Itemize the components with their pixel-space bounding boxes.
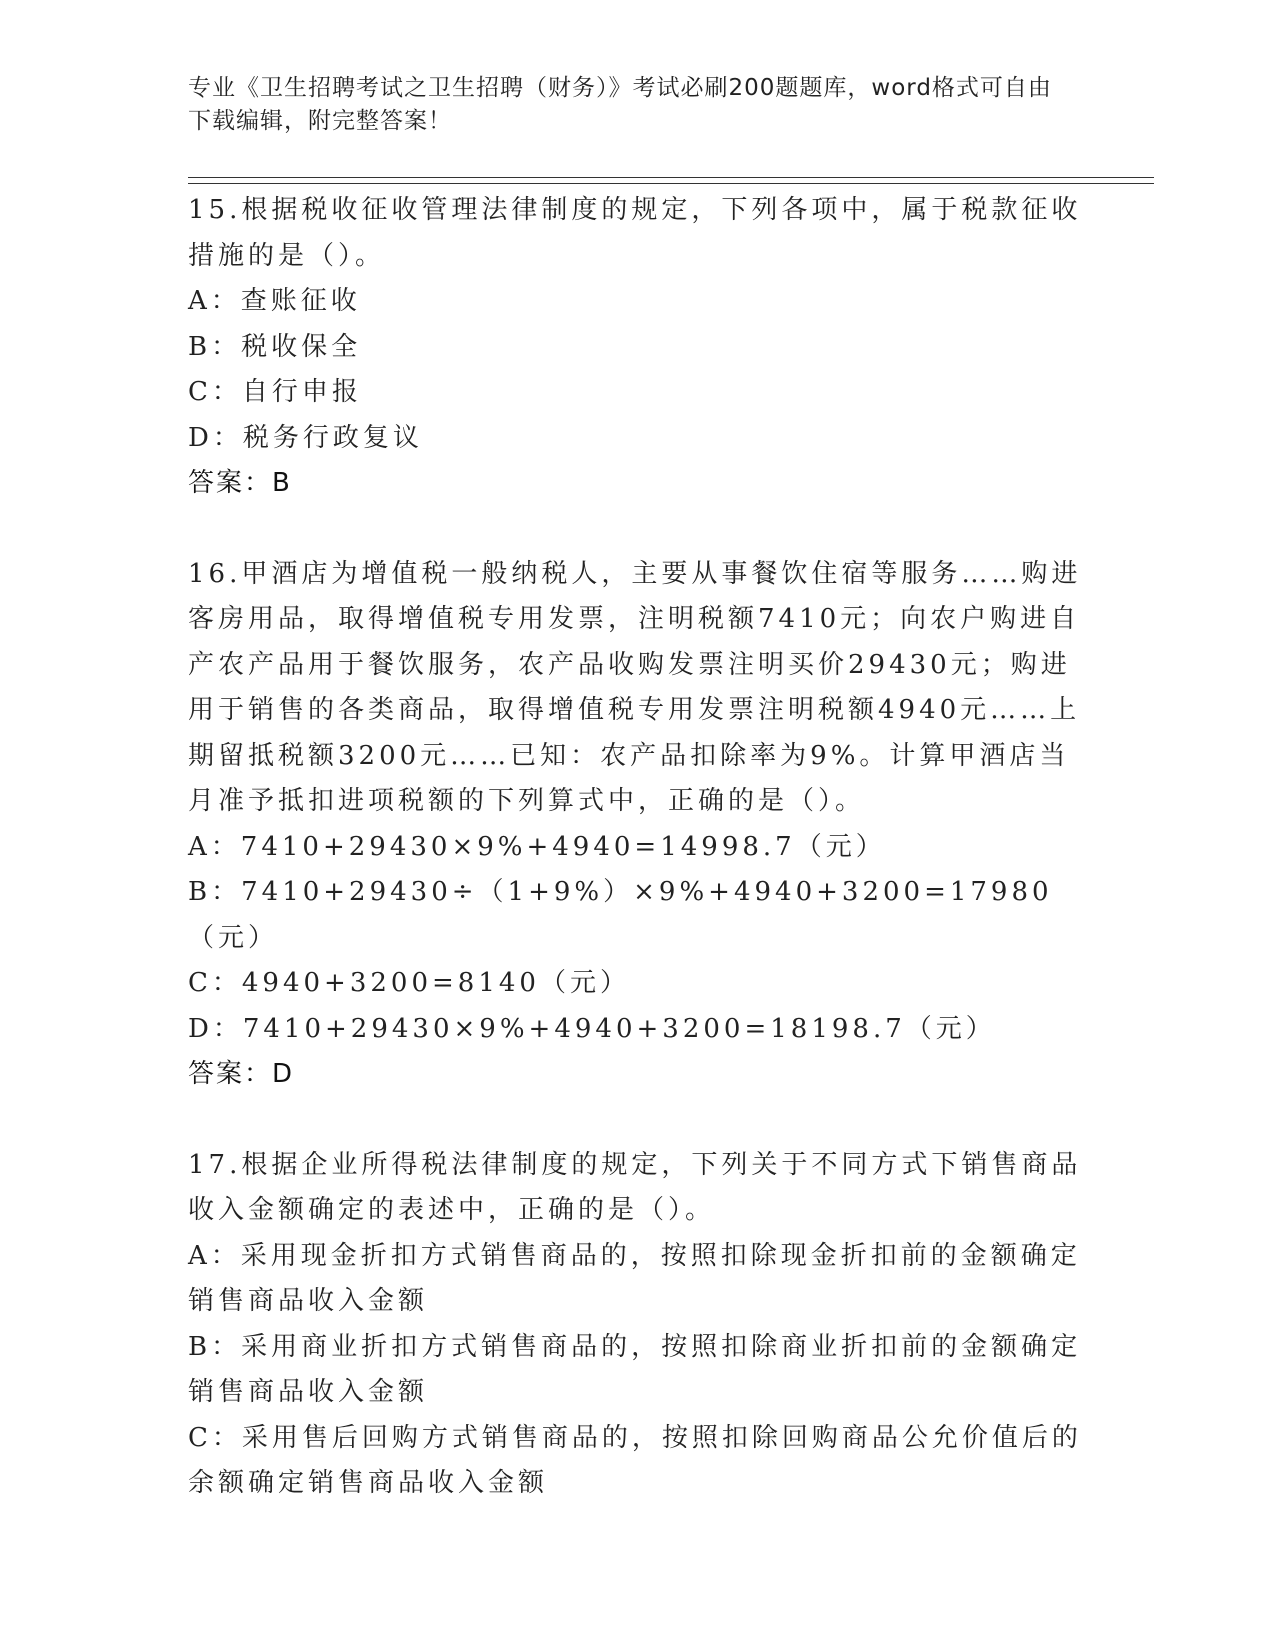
document-header: 专业《卫生招聘考试之卫生招聘（财务）》考试必刷200题题库，word格式可自由下载编辑，附完整答案！	[188, 75, 1052, 134]
question-15	[188, 188, 1088, 507]
question-16	[188, 552, 1088, 1098]
spacer	[188, 507, 1088, 552]
option-a: A：7410+29430×9%+4940=14998.7（元）	[188, 831, 886, 862]
option-d: D：税务行政复议	[188, 422, 423, 453]
answer-line: 答案：D	[188, 1059, 295, 1089]
header-rule-top	[188, 177, 1154, 178]
option-a: A：查账征收	[188, 286, 361, 316]
header-rule-bottom	[188, 183, 1154, 184]
option-b: B：采用商业折扣方式销售商品的，按照扣除商业折扣前的金额确定销售商品收入金额	[188, 1331, 1082, 1407]
option-d: D：7410+29430×9%+4940+3200=18198.7（元）	[188, 1013, 996, 1044]
question-17	[188, 1143, 1088, 1507]
question-list	[188, 188, 1088, 1507]
question-stem: 16.甲酒店为增值税一般纳税人，主要从事餐饮住宿等服务……购进客房用品，取得增值税专用发票，注明税额7410元；向农户购进自产农产品用于餐饮服务，农产品收购发票注明买价29430元；购进用于销售的各类商品，取得增值税专用发票注明税额4940元……上期留抵税额3200元……已知：农产品扣除率为9%。计算甲酒店当月准予抵扣进项税额的下列算式中，正确的是（）。	[188, 558, 1082, 816]
option-c: C：采用售后回购方式销售商品的，按照扣除回购商品公允价值后的余额确定销售商品收入金额	[188, 1422, 1082, 1498]
spacer	[188, 1098, 1088, 1143]
question-stem: 17.根据企业所得税法律制度的规定，下列关于不同方式下销售商品收入金额确定的表述中，正确的是（）。	[188, 1149, 1082, 1225]
option-c: C：自行申报	[188, 377, 362, 407]
answer-line: 答案：B	[188, 468, 292, 498]
option-c: C：4940+3200=8140（元）	[188, 968, 630, 998]
option-a: A：采用现金折扣方式销售商品的，按照扣除现金折扣前的金额确定销售商品收入金额	[188, 1240, 1081, 1316]
question-stem: 15.根据税收征收管理法律制度的规定，下列各项中，属于税款征收措施的是（）。	[188, 195, 1082, 271]
option-b: B：税收保全	[188, 331, 362, 362]
option-b: B：7410+29430÷（1+9%）×9%+4940+3200=17980（元）	[188, 877, 1053, 953]
